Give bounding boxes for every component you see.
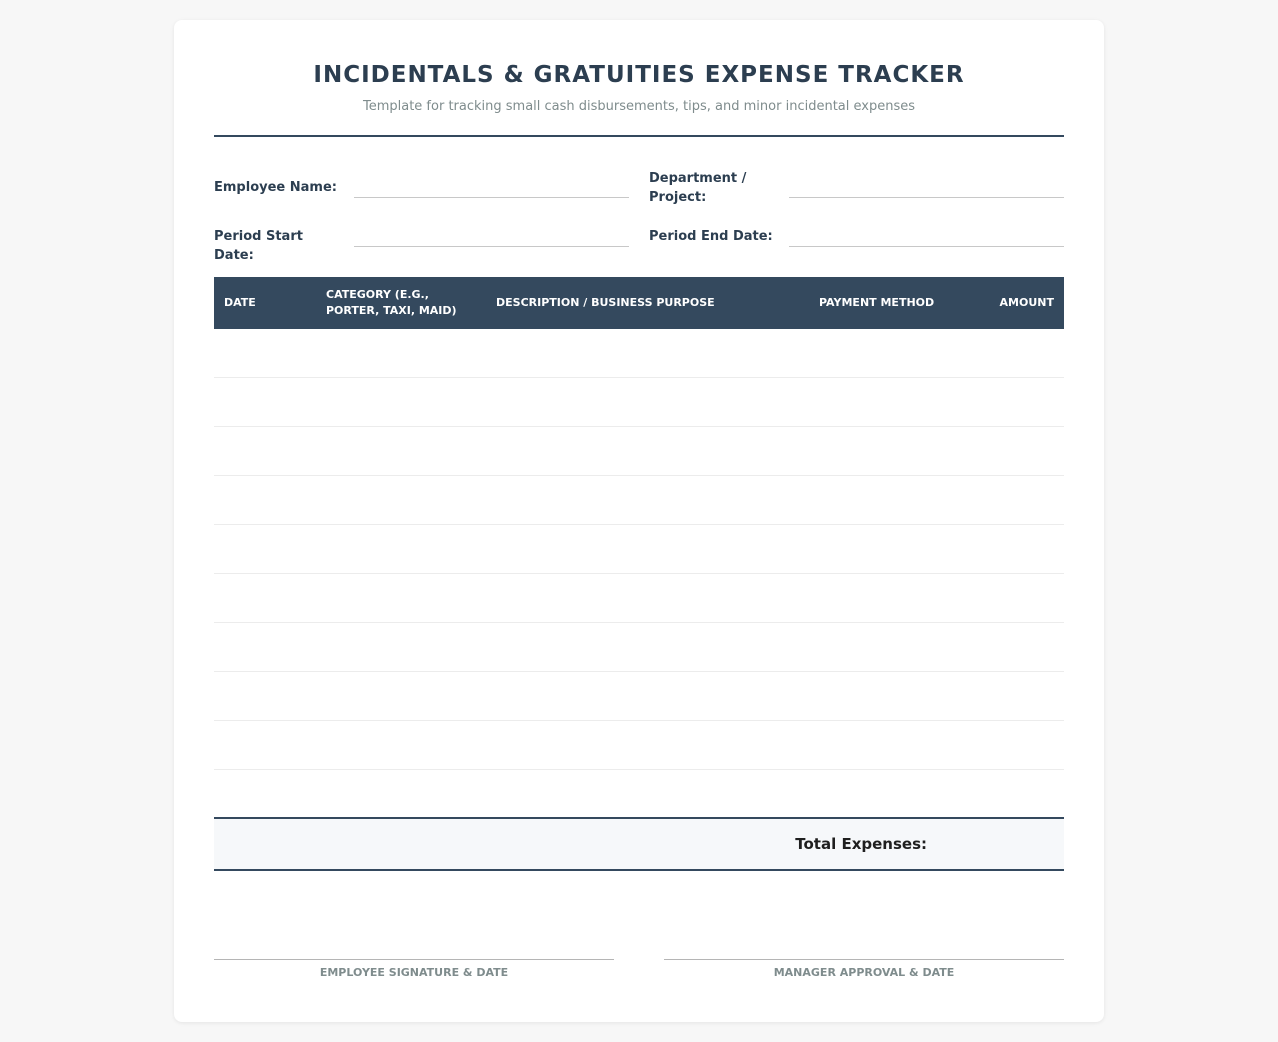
column-header-description: DESCRIPTION / BUSINESS PURPOSE: [496, 296, 715, 309]
table-row[interactable]: [214, 426, 1064, 427]
expense-form-card: [174, 20, 1104, 1022]
period-end-label: Period End Date:: [649, 229, 773, 244]
expense-table-header: [214, 277, 1064, 329]
header-divider: [214, 135, 1064, 137]
column-header-amount: AMOUNT: [999, 296, 1054, 309]
manager-approval-label: MANAGER APPROVAL & DATE: [773, 966, 955, 979]
page-title: INCIDENTALS & GRATUITIES EXPENSE TRACKER: [313, 62, 965, 88]
table-row[interactable]: [214, 475, 1064, 476]
column-header-category: CATEGORY (E.G., PORTER, TAXI, MAID): [326, 288, 457, 317]
table-row[interactable]: [214, 377, 1064, 378]
table-row[interactable]: [214, 524, 1064, 525]
column-header-date: DATE: [224, 296, 256, 309]
total-row: [214, 817, 1064, 871]
period-start-label: Period Start Date:: [214, 229, 303, 263]
table-row[interactable]: [214, 671, 1064, 672]
period-end-field[interactable]: [789, 246, 1064, 247]
department-label: Department / Project:: [649, 171, 747, 205]
column-header-payment-method: PAYMENT METHOD: [819, 296, 935, 309]
employee-name-label: Employee Name:: [214, 180, 337, 195]
page-subtitle: Template for tracking small cash disbursements, tips, and minor incidental expenses: [362, 99, 915, 114]
total-expenses-label: Total Expenses:: [795, 835, 927, 853]
employee-signature-label: EMPLOYEE SIGNATURE & DATE: [319, 966, 509, 979]
table-row[interactable]: [214, 622, 1064, 623]
department-field[interactable]: [789, 197, 1064, 198]
table-row[interactable]: [214, 573, 1064, 574]
employee-name-field[interactable]: [354, 197, 629, 198]
employee-signature-line[interactable]: [214, 959, 614, 960]
table-row[interactable]: [214, 769, 1064, 770]
manager-approval-line[interactable]: [664, 959, 1064, 960]
table-row[interactable]: [214, 720, 1064, 721]
period-start-field[interactable]: [354, 246, 629, 247]
